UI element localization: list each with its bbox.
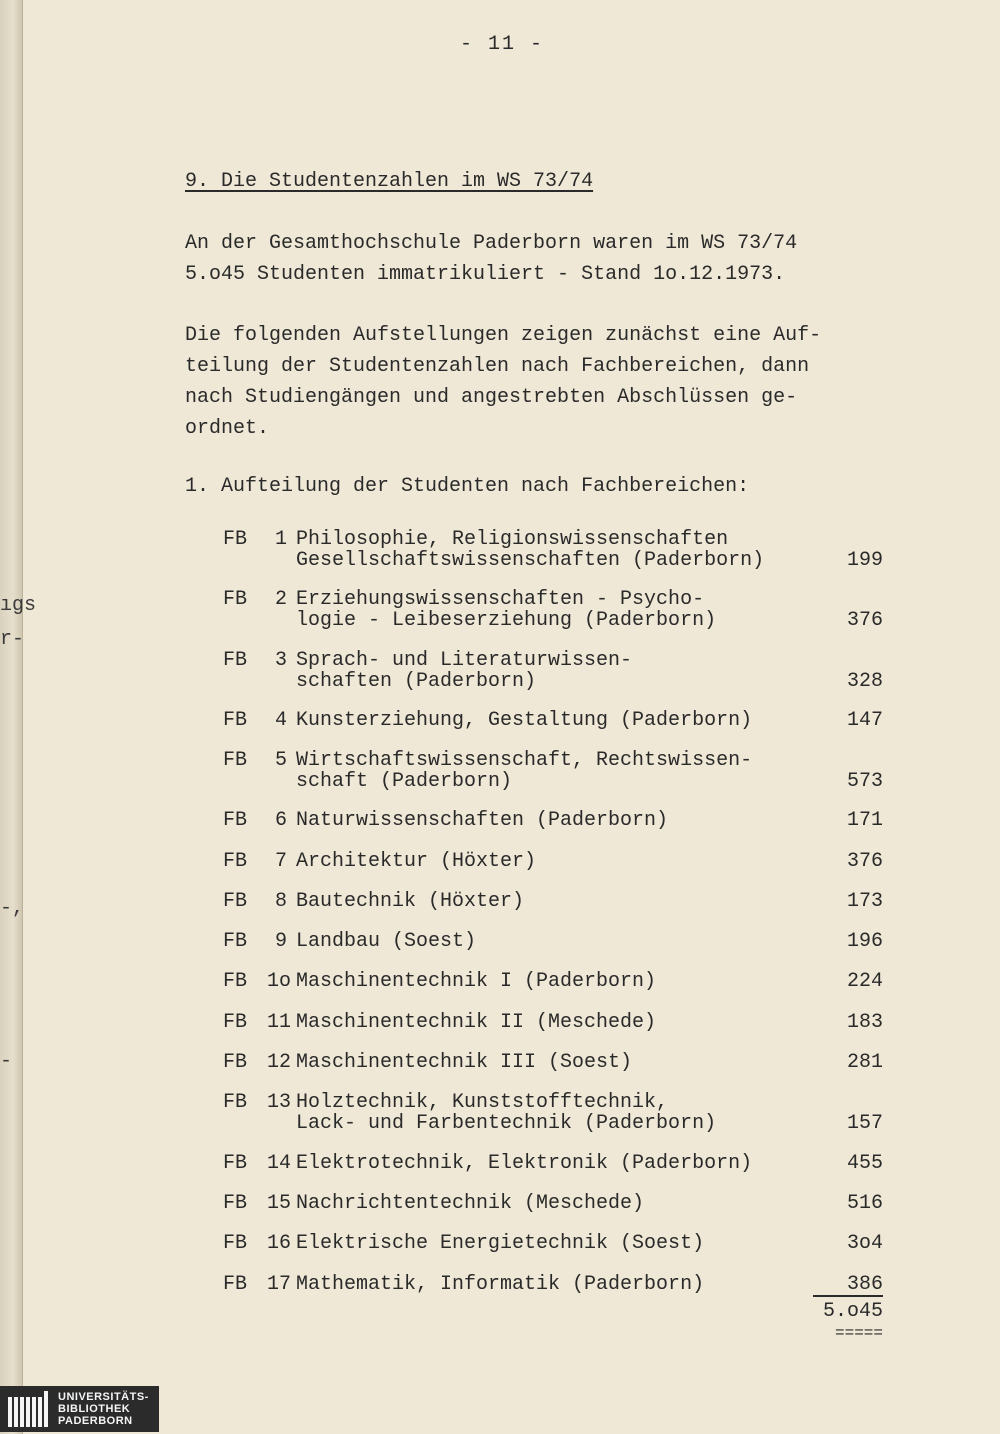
faculty-name-line: Kunsterziehung, Gestaltung (Paderborn) bbox=[296, 709, 753, 732]
faculty-name-line: Gesellschaftswissenschaften (Paderborn) bbox=[296, 549, 765, 572]
faculty-number: 13 bbox=[267, 1091, 292, 1114]
faculty-row bbox=[223, 1153, 883, 1174]
faculty-number: 16 bbox=[267, 1232, 292, 1255]
faculty-row bbox=[223, 891, 883, 912]
faculty-count: 455 bbox=[846, 1152, 883, 1175]
faculty-name-line: Philosophie, Religionswissenschaften bbox=[296, 528, 729, 551]
explanation-line: ordnet. bbox=[185, 417, 270, 440]
faculty-name-line: Holztechnik, Kunststofftechnik, bbox=[296, 1091, 669, 1114]
margin-fragment: r- bbox=[0, 628, 25, 651]
faculty-number: 14 bbox=[267, 1152, 292, 1175]
faculty-prefix: FB bbox=[223, 1051, 248, 1074]
logo-bars-icon bbox=[8, 1391, 48, 1427]
faculty-prefix: FB bbox=[223, 588, 248, 611]
faculty-count: 171 bbox=[846, 809, 883, 832]
subheading: 1. Aufteilung der Studenten nach Fachbereichen: bbox=[185, 475, 750, 498]
faculty-number: 5 bbox=[274, 749, 287, 772]
margin-fragment: ıgs bbox=[0, 594, 37, 617]
margin-fragment: -, bbox=[0, 897, 25, 920]
faculty-prefix: FB bbox=[223, 850, 248, 873]
faculty-name-line: schaften (Paderborn) bbox=[296, 670, 537, 693]
total-count: 5.o45 bbox=[822, 1300, 883, 1323]
faculty-name-line: Mathematik, Informatik (Paderborn) bbox=[296, 1273, 705, 1296]
faculty-name-line: Maschinentechnik I (Paderborn) bbox=[296, 970, 657, 993]
faculty-prefix: FB bbox=[223, 1011, 248, 1034]
faculty-number: 6 bbox=[274, 809, 287, 832]
faculty-number: 9 bbox=[274, 930, 287, 953]
faculty-row bbox=[223, 1233, 883, 1254]
faculty-prefix: FB bbox=[223, 1273, 248, 1296]
faculty-name-line: Elektrische Energietechnik (Soest) bbox=[296, 1232, 705, 1255]
faculty-count: 173 bbox=[846, 890, 883, 913]
faculty-number: 3 bbox=[274, 649, 287, 672]
faculty-name-line: Sprach- und Literaturwissen- bbox=[296, 649, 633, 672]
faculty-row bbox=[223, 851, 883, 872]
faculty-number: 12 bbox=[267, 1051, 292, 1074]
faculty-row bbox=[223, 810, 883, 831]
faculty-count: 376 bbox=[846, 850, 883, 873]
faculty-count: 183 bbox=[846, 1011, 883, 1034]
faculty-row bbox=[223, 1092, 883, 1134]
faculty-prefix: FB bbox=[223, 970, 248, 993]
document-page bbox=[24, 0, 1000, 1434]
intro-line: An der Gesamthochschule Paderborn waren im WS 73/74 bbox=[185, 232, 798, 255]
faculty-name-line: Landbau (Soest) bbox=[296, 930, 477, 953]
faculty-number: 15 bbox=[267, 1192, 292, 1215]
faculty-count: 224 bbox=[846, 970, 883, 993]
faculty-count: 386 bbox=[813, 1274, 883, 1297]
faculty-name-line: Elektrotechnik, Elektronik (Paderborn) bbox=[296, 1152, 753, 1175]
faculty-number: 1o bbox=[267, 970, 292, 993]
faculty-row bbox=[223, 1052, 883, 1073]
faculty-prefix: FB bbox=[223, 1192, 248, 1215]
faculty-row bbox=[223, 710, 883, 731]
faculty-name-line: Naturwissenschaften (Paderborn) bbox=[296, 809, 669, 832]
faculty-name-line: logie - Leibeserziehung (Paderborn) bbox=[296, 609, 717, 632]
faculty-number: 2 bbox=[274, 588, 287, 611]
faculty-row bbox=[223, 931, 883, 952]
explanation-line: Die folgenden Aufstellungen zeigen zunächst eine Auf- bbox=[185, 324, 822, 347]
section-heading: 9. Die Studentenzahlen im WS 73/74 bbox=[185, 170, 594, 193]
faculty-count: 147 bbox=[846, 709, 883, 732]
page-number: - 11 - bbox=[460, 33, 545, 56]
faculty-count: 516 bbox=[846, 1192, 883, 1215]
faculty-name-line: Maschinentechnik III (Soest) bbox=[296, 1051, 633, 1074]
faculty-row bbox=[223, 1012, 883, 1033]
faculty-name-line: Bautechnik (Höxter) bbox=[296, 890, 525, 913]
explanation-line: teilung der Studentenzahlen nach Fachbereichen, dann bbox=[185, 355, 810, 378]
faculty-count: 281 bbox=[846, 1051, 883, 1074]
total-double-rule: ===== bbox=[834, 1324, 883, 1342]
faculty-name-line: Erziehungswissenschaften - Psycho- bbox=[296, 588, 705, 611]
faculty-count: 376 bbox=[846, 609, 883, 632]
faculty-prefix: FB bbox=[223, 1091, 248, 1114]
faculty-prefix: FB bbox=[223, 749, 248, 772]
faculty-name-line: Lack- und Farbentechnik (Paderborn) bbox=[296, 1112, 717, 1135]
faculty-number: 8 bbox=[274, 890, 287, 913]
intro-line: 5.o45 Studenten immatrikuliert - Stand 1o.12.1973. bbox=[185, 263, 786, 286]
faculty-count: 573 bbox=[846, 770, 883, 793]
binding-edge bbox=[0, 0, 23, 1434]
faculty-count: 328 bbox=[846, 670, 883, 693]
faculty-row bbox=[223, 589, 883, 631]
explanation-line: nach Studiengängen und angestrebten Abschlüssen ge- bbox=[185, 386, 798, 409]
faculty-row bbox=[223, 1274, 883, 1295]
library-logo bbox=[0, 1384, 159, 1434]
logo-line: UNIVERSITÄTS- bbox=[58, 1391, 149, 1403]
faculty-count: 199 bbox=[846, 549, 883, 572]
faculty-count: 157 bbox=[846, 1112, 883, 1135]
faculty-name-line: Nachrichtentechnik (Meschede) bbox=[296, 1192, 645, 1215]
faculty-prefix: FB bbox=[223, 709, 248, 732]
faculty-prefix: FB bbox=[223, 809, 248, 832]
faculty-count: 3o4 bbox=[846, 1232, 883, 1255]
faculty-number: 7 bbox=[274, 850, 287, 873]
faculty-number: 1 bbox=[274, 528, 287, 551]
faculty-prefix: FB bbox=[223, 930, 248, 953]
logo-line: BIBLIOTHEK bbox=[58, 1403, 131, 1415]
faculty-prefix: FB bbox=[223, 890, 248, 913]
faculty-count: 196 bbox=[846, 930, 883, 953]
faculty-prefix: FB bbox=[223, 649, 248, 672]
faculty-row bbox=[223, 971, 883, 992]
faculty-row bbox=[223, 1193, 883, 1214]
faculty-prefix: FB bbox=[223, 528, 248, 551]
faculty-prefix: FB bbox=[223, 1152, 248, 1175]
faculty-row bbox=[223, 650, 883, 692]
faculty-number: 11 bbox=[267, 1011, 292, 1034]
margin-fragment: - bbox=[0, 1050, 13, 1073]
logo-line: PADERBORN bbox=[58, 1415, 133, 1427]
faculty-name-line: Wirtschaftswissenschaft, Rechtswissen- bbox=[296, 749, 753, 772]
faculty-name-line: schaft (Paderborn) bbox=[296, 770, 513, 793]
faculty-prefix: FB bbox=[223, 1232, 248, 1255]
faculty-name-line: Maschinentechnik II (Meschede) bbox=[296, 1011, 657, 1034]
faculty-number: 17 bbox=[267, 1273, 292, 1296]
faculty-row bbox=[223, 750, 883, 792]
faculty-row bbox=[223, 529, 883, 571]
faculty-name-line: Architektur (Höxter) bbox=[296, 850, 537, 873]
faculty-number: 4 bbox=[274, 709, 287, 732]
